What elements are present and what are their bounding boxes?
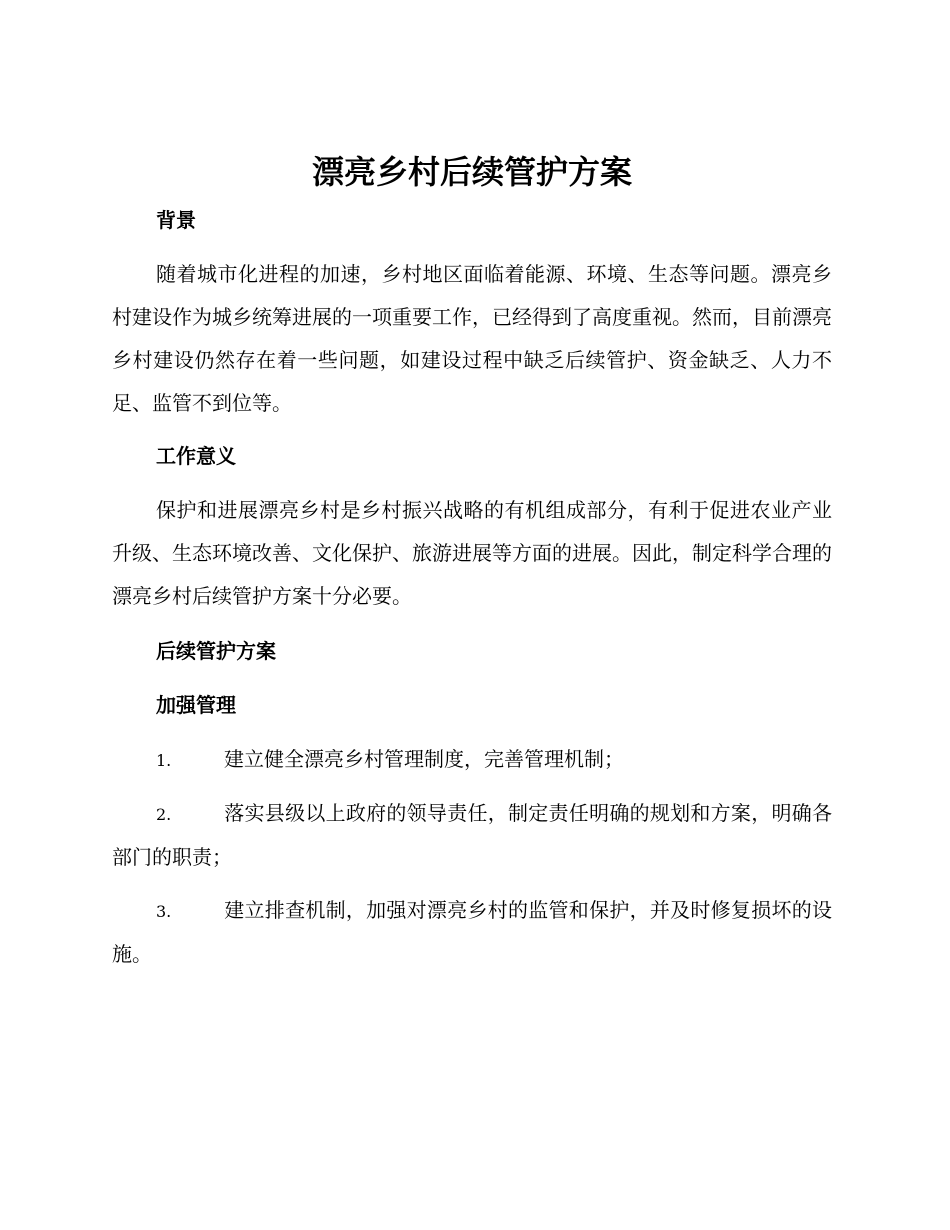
list-item-text: 建立健全漂亮乡村管理制度，完善管理机制； xyxy=(224,747,624,771)
list-item-number: 3. xyxy=(156,902,172,921)
paragraph-background: 随着城市化进程的加速，乡村地区面临着能源、环境、生态等问题。漂亮乡村建设作为城乡统筹进展的一项重要工作，已经得到了高度重视。然而，目前漂亮乡村建设仍然存在着一些问题，如建设过程中缺乏后续管护、资金缺乏、人力不足、监管不到位等。 xyxy=(112,262,832,415)
list-item xyxy=(112,738,832,782)
list-item xyxy=(112,792,832,879)
paragraph-significance: 保护和进展漂亮乡村是乡村振兴战略的有机组成部分，有利于促进农业产业升级、生态环境改善、文化保护、旅游进展等方面的进展。因此，制定科学合理的漂亮乡村后续管护方案十分必要。 xyxy=(112,498,832,608)
section-heading-plan: 后续管护方案 xyxy=(156,639,276,663)
document-title: 漂亮乡村后续管护方案 xyxy=(311,153,632,191)
list-item-number: 2. xyxy=(156,805,172,824)
section-heading-significance: 工作意义 xyxy=(156,444,236,468)
list-item-text: 建立排查机制，加强对漂亮乡村的监管和保护，并及时修复损坏的设施。 xyxy=(112,898,832,966)
list-item-number: 1. xyxy=(156,751,172,770)
section-heading-management: 加强管理 xyxy=(156,693,236,717)
section-heading-background: 背景 xyxy=(156,208,196,232)
list-item xyxy=(112,889,832,976)
list-item-text: 落实县级以上政府的领导责任，制定责任明确的规划和方案，明确各部门的职责； xyxy=(112,801,832,869)
